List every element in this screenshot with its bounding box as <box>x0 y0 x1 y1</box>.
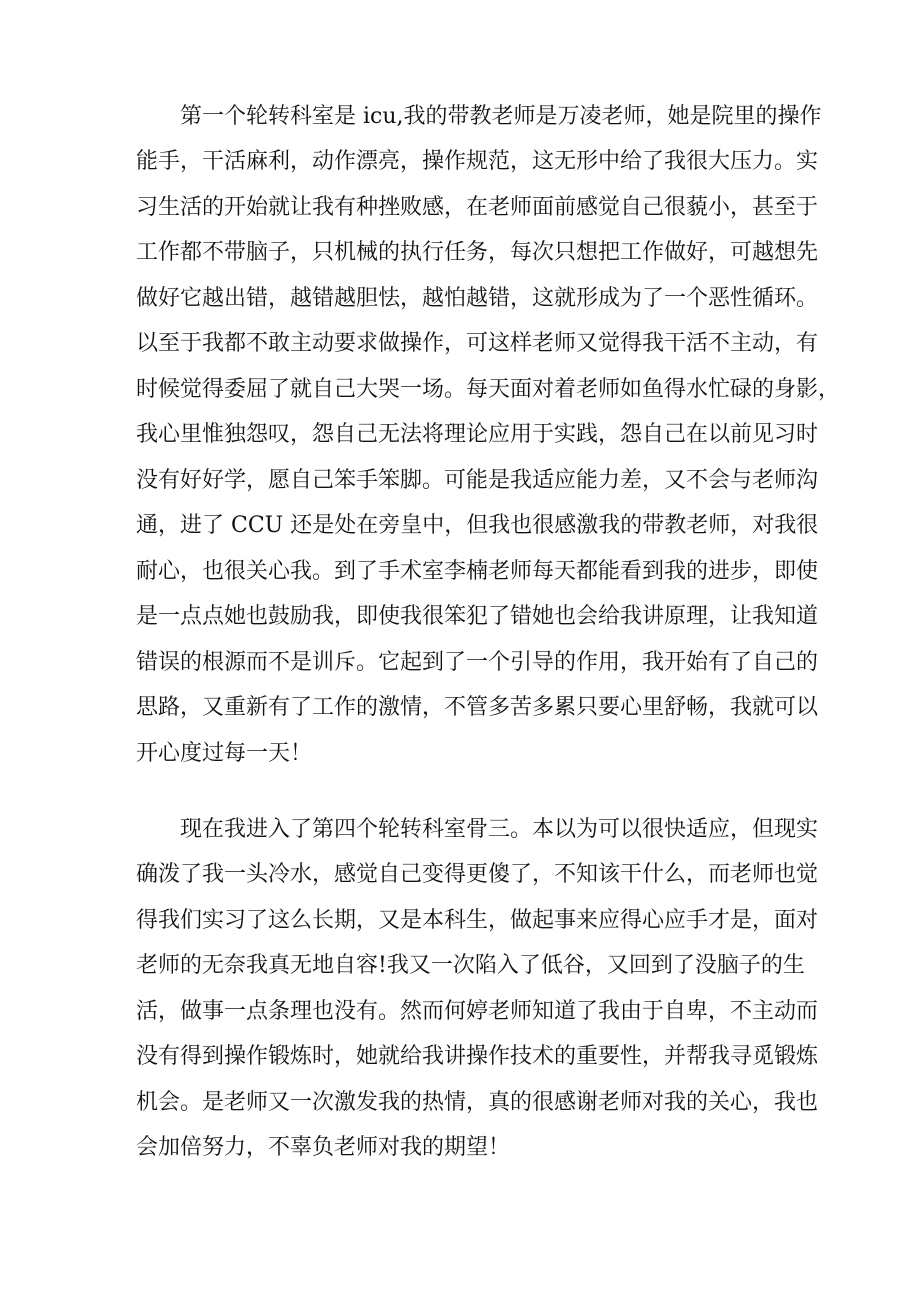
text-line: 错误的根源而不是训斥。它起到了一个引导的作用，我开始有了自己的 <box>136 650 819 675</box>
text-line: 老师的无奈我真无地自容!我又一次陷入了低谷，又回到了没脑子的生 <box>136 953 805 978</box>
text-line: 活，做事一点条理也没有。然而何婷老师知道了我由于自卑，不主动而 <box>136 999 819 1024</box>
text-line: 确泼了我一头冷水，感觉自己变得更傻了，不知该干什么，而老师也觉 <box>136 862 819 887</box>
text-line: 我心里惟独怨叹，怨自己无法将理论应用于实践，怨自己在以前见习时 <box>136 422 819 447</box>
text-line: 以至于我都不敢主动要求做操作，可这样老师又觉得我干活不主动，有 <box>136 331 819 356</box>
text-line: 能手，干活麻利，动作漂亮，操作规范，这无形中给了我很大压力。实 <box>136 149 819 174</box>
text-line: 没有得到操作锻炼时，她就给我讲操作技术的重要性，并帮我寻觅锻炼 <box>136 1044 819 1069</box>
text-line: 第一个轮转科室是 icu,我的带教老师是万凌老师，她是院里的操作 <box>180 104 822 129</box>
text-line: 思路，又重新有了工作的激情，不管多苦多累只要心里舒畅，我就可以 <box>136 695 819 720</box>
text-line: 习生活的开始就让我有种挫败感，在老师面前感觉自己很藐小，甚至于 <box>136 195 819 220</box>
text-line: 是一点点她也鼓励我，即使我很笨犯了错她也会给我讲原理，让我知道 <box>136 604 819 629</box>
text-line: 时候觉得委屈了就自己大哭一场。每天面对着老师如鱼得水忙碌的身影， <box>136 377 841 402</box>
text-line: 得我们实习了这么长期，又是本科生，做起事来应得心应手才是，面对 <box>136 908 819 933</box>
text-line: 机会。是老师又一次激发我的热情，真的很感谢老师对我的关心，我也 <box>136 1090 819 1115</box>
text-line: 没有好好学，愿自己笨手笨脚。可能是我适应能力差，又不会与老师沟 <box>136 468 819 493</box>
text-line: 耐心，也很关心我。到了手术室李楠老师每天都能看到我的进步，即使 <box>136 559 819 584</box>
text-line: 工作都不带脑子，只机械的执行任务，每次只想把工作做好，可越想先 <box>136 240 819 265</box>
text-line: 做好它越出错，越错越胆怯，越怕越错，这就形成为了一个恶性循环。 <box>136 286 819 311</box>
text-line: 通，进了 CCU 还是处在旁皇中，但我也很感激我的带教老师，对我很 <box>136 513 819 538</box>
text-line: 会加倍努力，不辜负老师对我的期望！ <box>136 1135 511 1160</box>
text-line: 现在我进入了第四个轮转科室骨三。本以为可以很快适应，但现实 <box>180 817 819 842</box>
text-line: 开心度过每一天！ <box>136 741 313 766</box>
